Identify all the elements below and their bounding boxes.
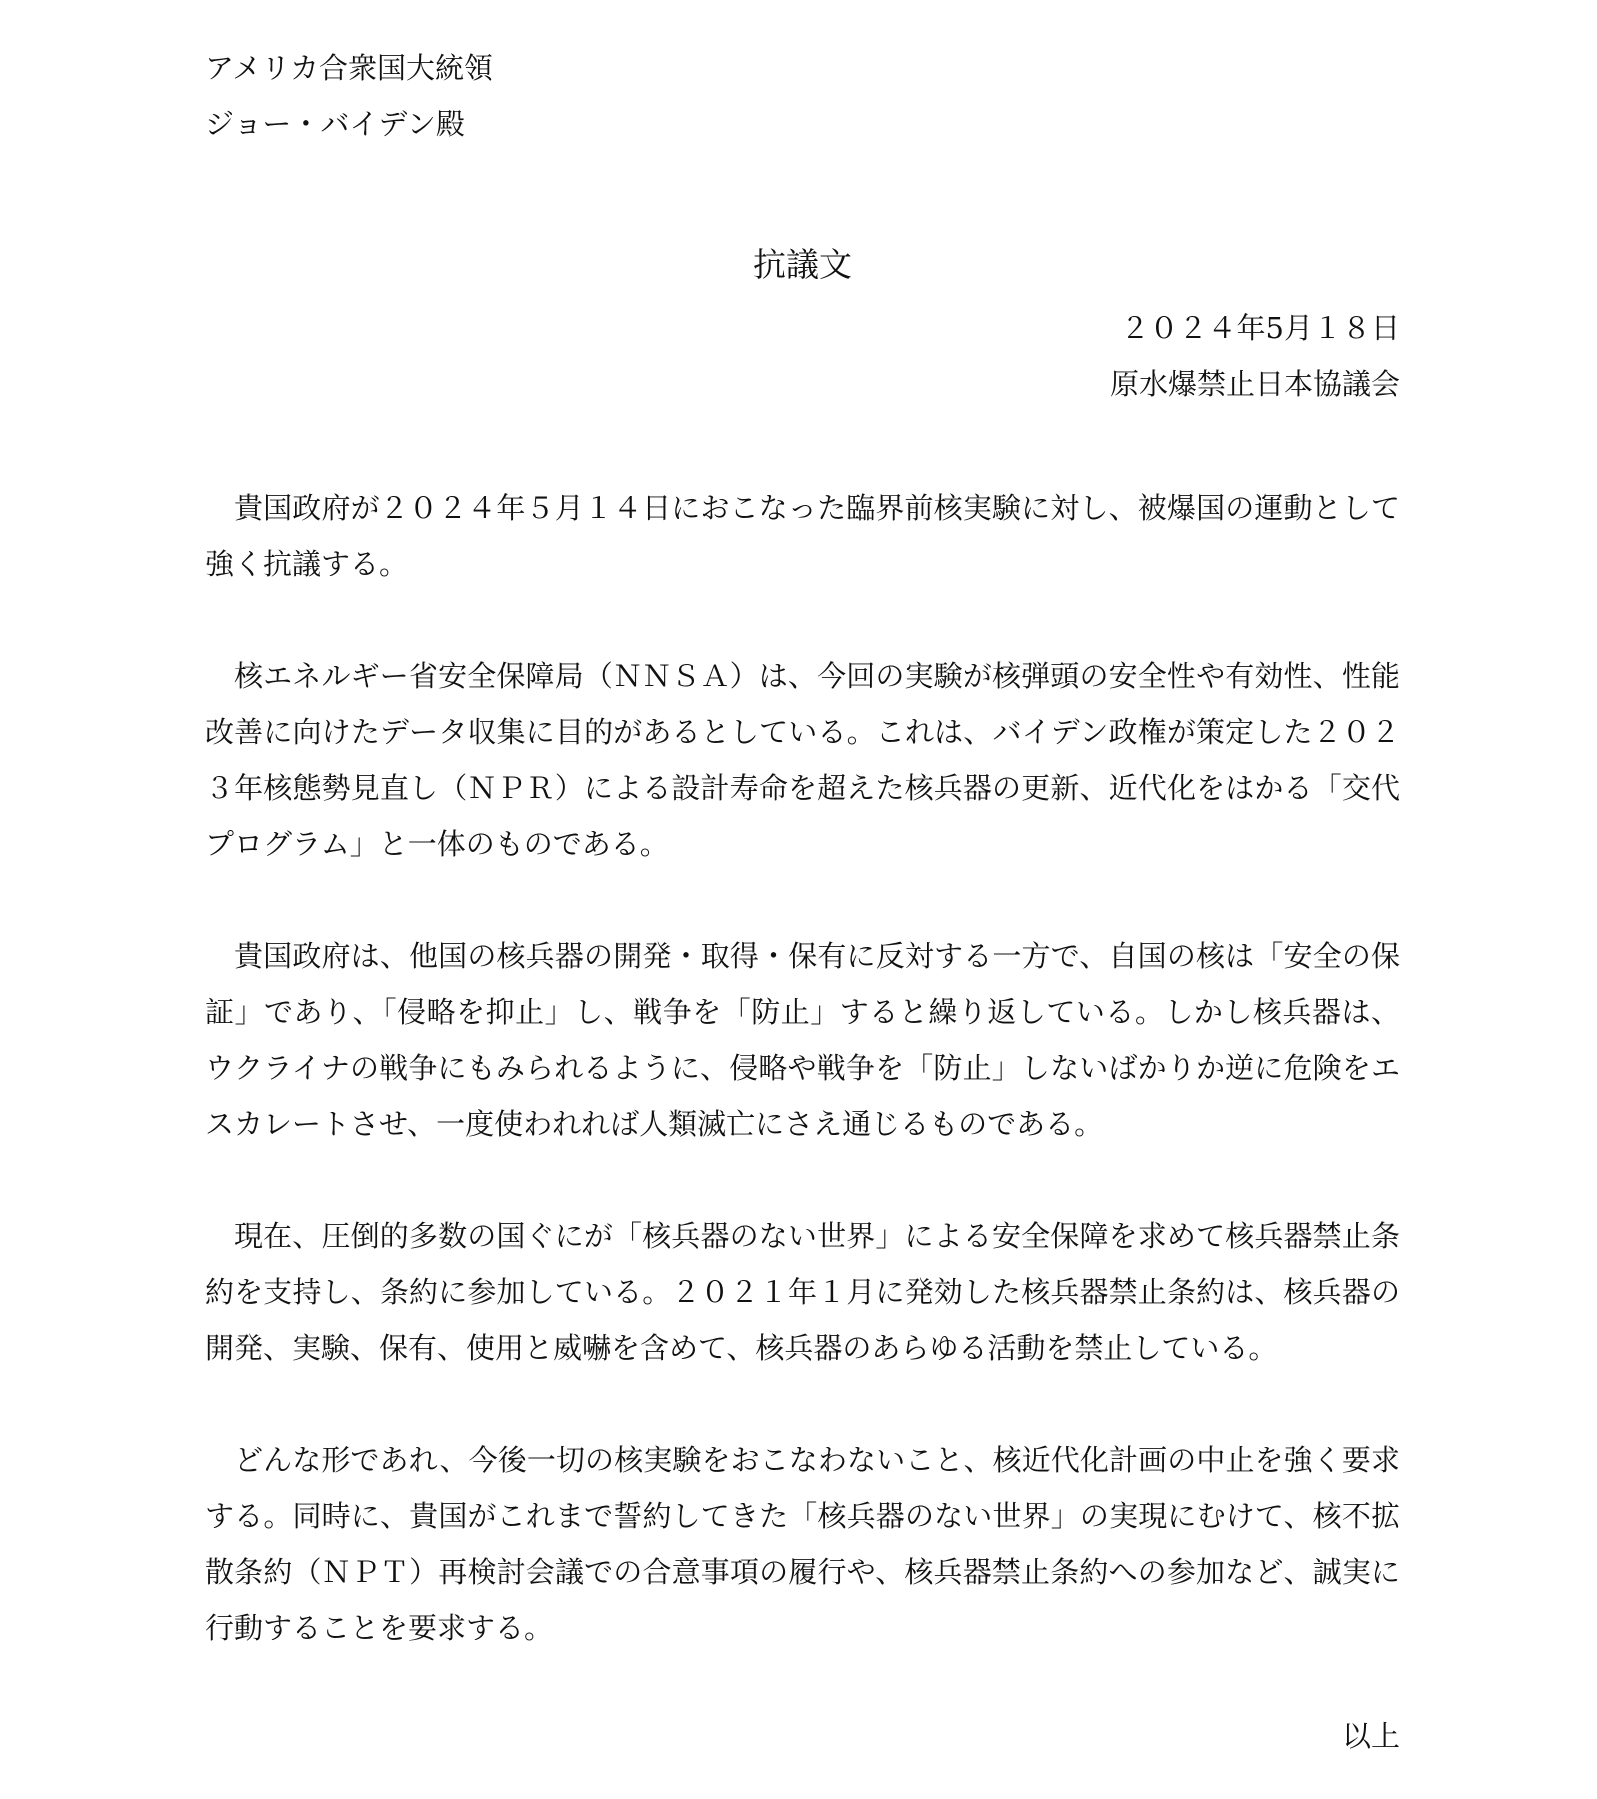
body-paragraph-2: 核エネルギー省安全保障局（ＮＮＳＡ）は、今回の実験が核弾頭の安全性や有効性、性能改善に向けたデータ収集に目的があるとしている。これは、バイデン政権が策定した２０２３年核態勢見直し（ＮＰＲ）による設計寿命を超えた核兵器の更新、近代化をはかる「交代プログラム」と一体のものである。	[205, 659, 1400, 861]
body-paragraph-1: 貴国政府が２０２４年５月１４日におこなった臨界前核実験に対し、被爆国の運動として強く抗議する。	[205, 491, 1400, 581]
document-title: 抗議文	[753, 245, 852, 284]
body-paragraph-5: どんな形であれ、今後一切の核実験をおこなわないこと、核近代化計画の中止を強く要求する。同時に、貴国がこれまで誓約してきた「核兵器のない世界」の実現にむけて、核不拡散条約（ＮＰＴ）再検討会議での合意事項の履行や、核兵器禁止条約への参加など、誠実に行動することを要求する。	[205, 1443, 1400, 1645]
protest-letter	[205, 40, 1400, 1764]
body-paragraph-3: 貴国政府は、他国の核兵器の開発・取得・保有に反対する一方で、自国の核は「安全の保証」であり、「侵略を抑止」し、戦争を「防止」すると繰り返している。しかし核兵器は、ウクライナの戦争にもみられるように、侵略や戦争を「防止」しないばかりか逆に危険をエスカレートさせ、一度使われれば人類滅亡にさえ通じるものである。	[205, 939, 1400, 1141]
addressee-block	[205, 40, 1400, 152]
addressee-name: ジョー・バイデン殿	[205, 107, 465, 141]
closing-mark: 以上	[1341, 1719, 1400, 1753]
sender-organization: 原水爆禁止日本協議会	[1109, 367, 1400, 401]
document-date: ２０２４年5月１８日	[1120, 311, 1400, 345]
body-paragraph-4: 現在、圧倒的多数の国ぐにが「核兵器のない世界」による安全保障を求めて核兵器禁止条約を支持し、条約に参加している。２０２１年１月に発効した核兵器禁止条約は、核兵器の開発、実験、保有、使用と威嚇を含めて、核兵器のあらゆる活動を禁止している。	[205, 1219, 1400, 1365]
addressee-title: アメリカ合衆国大統領	[205, 51, 493, 85]
